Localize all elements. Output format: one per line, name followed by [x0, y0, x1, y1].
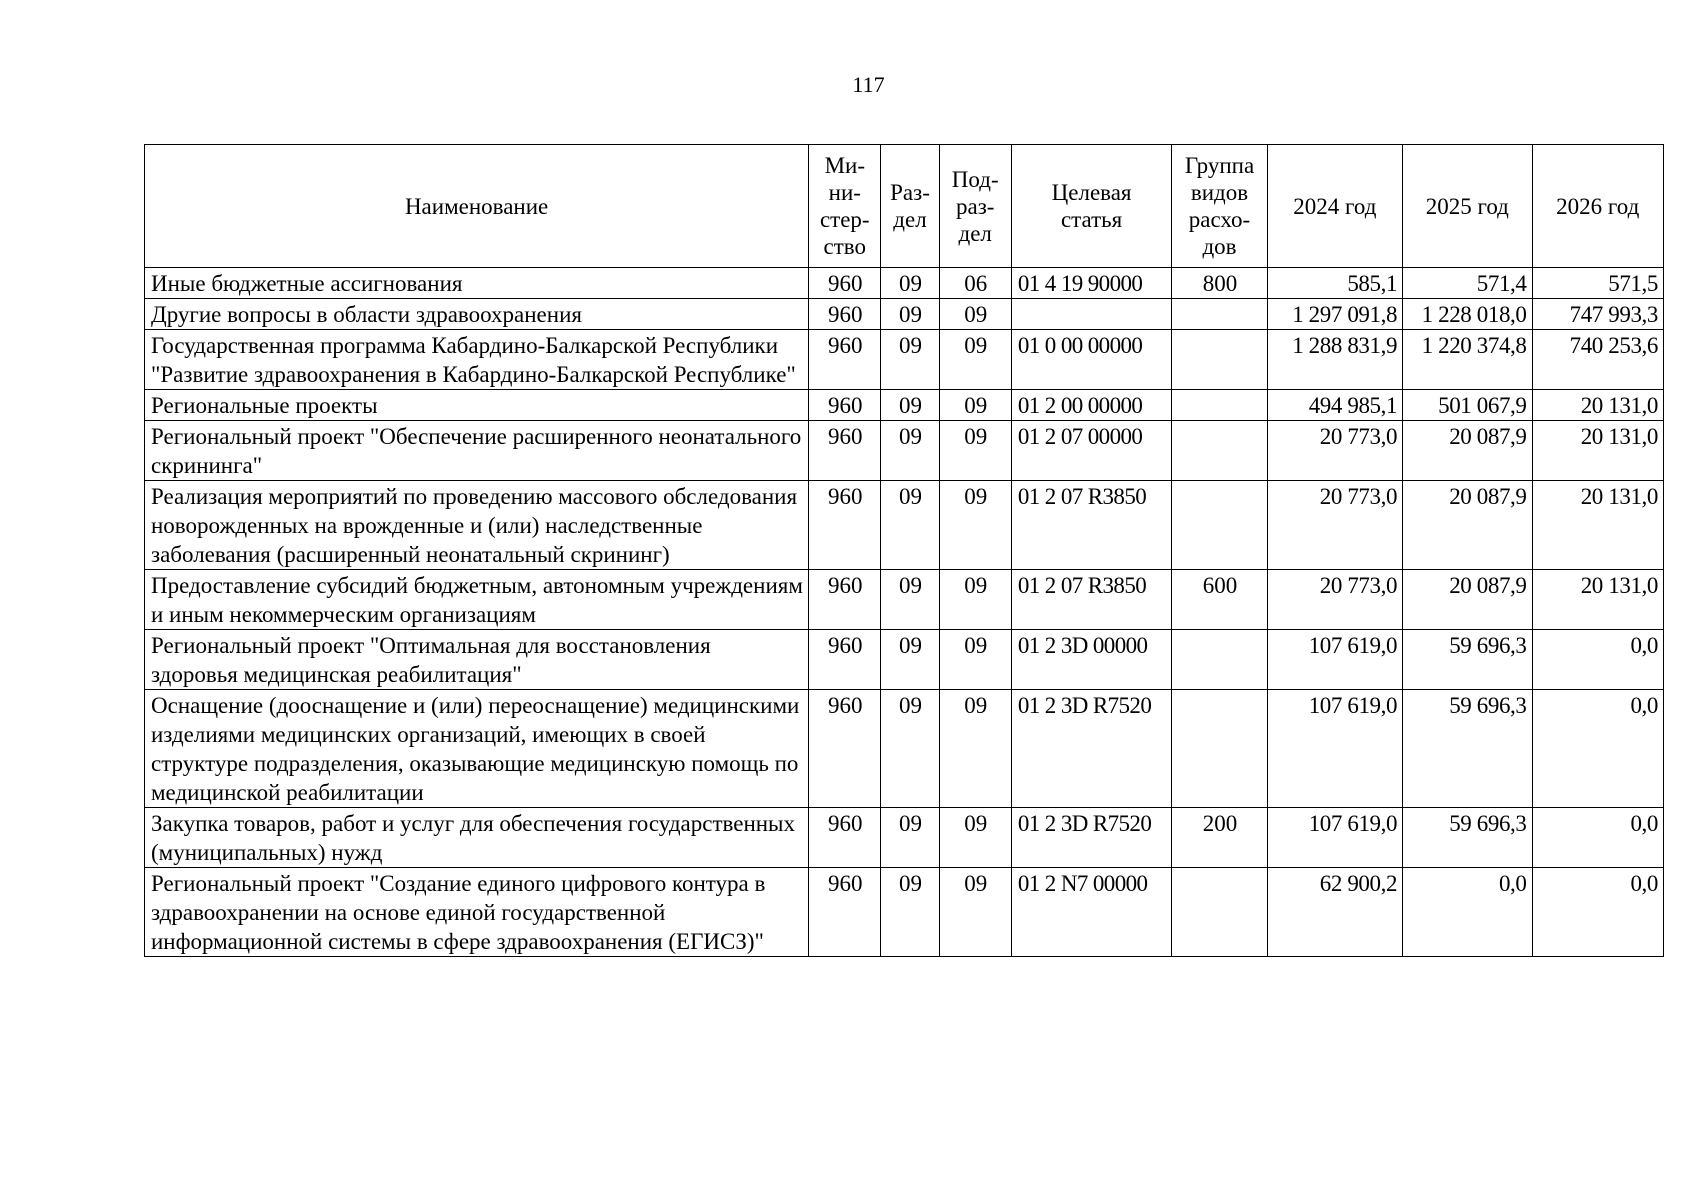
cell-group: 800 [1172, 268, 1267, 299]
cell-target: 01 2 07 R3850 [1011, 481, 1172, 570]
cell-section: 09 [881, 330, 939, 390]
cell-2024: 107 619,0 [1267, 808, 1402, 868]
cell-ministry: 960 [809, 330, 881, 390]
cell-name: Реализация мероприятий по проведению массового обследования новорожденных на врожденные и (или) наследственные заболевания (расширенный неонатальный скрининг) [145, 481, 809, 570]
cell-subsection: 09 [939, 570, 1011, 630]
cell-2024: 1 297 091,8 [1267, 299, 1402, 330]
cell-ministry: 960 [809, 299, 881, 330]
cell-ministry: 960 [809, 570, 881, 630]
cell-section: 09 [881, 390, 939, 421]
header-name: Наименование [145, 145, 809, 268]
cell-section: 09 [881, 808, 939, 868]
cell-group: 600 [1172, 570, 1267, 630]
cell-2026: 20 131,0 [1532, 390, 1663, 421]
header-2026: 2026 год [1532, 145, 1663, 268]
cell-2025: 571,4 [1403, 268, 1532, 299]
header-ministry: Ми- ни- стер- ство [809, 145, 881, 268]
cell-ministry: 960 [809, 630, 881, 690]
cell-2024: 107 619,0 [1267, 630, 1402, 690]
cell-section: 09 [881, 481, 939, 570]
cell-2024: 62 900,2 [1267, 868, 1402, 957]
cell-ministry: 960 [809, 390, 881, 421]
cell-2026: 740 253,6 [1532, 330, 1663, 390]
cell-2026: 20 131,0 [1532, 421, 1663, 481]
table-row [145, 690, 1664, 808]
table-row [145, 570, 1664, 630]
cell-2024: 494 985,1 [1267, 390, 1402, 421]
cell-name: Иные бюджетные ассигнования [145, 268, 809, 299]
table-row [145, 421, 1664, 481]
cell-2026: 0,0 [1532, 630, 1663, 690]
table-row [145, 390, 1664, 421]
cell-name: Региональный проект "Обеспечение расширенного неонатального скрининга" [145, 421, 809, 481]
cell-target: 01 2 3D R7520 [1011, 690, 1172, 808]
cell-subsection: 09 [939, 630, 1011, 690]
cell-subsection: 09 [939, 808, 1011, 868]
cell-ministry: 960 [809, 268, 881, 299]
cell-group [1172, 390, 1267, 421]
cell-subsection: 09 [939, 481, 1011, 570]
cell-section: 09 [881, 268, 939, 299]
cell-section: 09 [881, 868, 939, 957]
cell-2024: 107 619,0 [1267, 690, 1402, 808]
header-row [145, 145, 1664, 268]
budget-table [144, 144, 1664, 957]
cell-target: 01 2 07 R3850 [1011, 570, 1172, 630]
cell-2026: 20 131,0 [1532, 570, 1663, 630]
cell-section: 09 [881, 630, 939, 690]
cell-name: Региональный проект "Создание единого цифрового контура в здравоохранении на основе единой государственной информационной системы в сфере здравоохранения (ЕГИСЗ)" [145, 868, 809, 957]
cell-group [1172, 299, 1267, 330]
cell-subsection: 09 [939, 690, 1011, 808]
cell-name: Региональные проекты [145, 390, 809, 421]
cell-ministry: 960 [809, 868, 881, 957]
cell-2025: 1 228 018,0 [1403, 299, 1532, 330]
cell-subsection: 09 [939, 868, 1011, 957]
cell-2025: 59 696,3 [1403, 630, 1532, 690]
cell-2025: 20 087,9 [1403, 481, 1532, 570]
cell-name: Закупка товаров, работ и услуг для обеспечения государственных (муниципальных) нужд [145, 808, 809, 868]
cell-2025: 1 220 374,8 [1403, 330, 1532, 390]
cell-2024: 20 773,0 [1267, 570, 1402, 630]
cell-2024: 20 773,0 [1267, 481, 1402, 570]
cell-subsection: 09 [939, 390, 1011, 421]
cell-2025: 20 087,9 [1403, 570, 1532, 630]
table-row [145, 868, 1664, 957]
cell-2026: 0,0 [1532, 868, 1663, 957]
page-number: 117 [852, 72, 885, 97]
cell-ministry: 960 [809, 481, 881, 570]
cell-section: 09 [881, 421, 939, 481]
cell-2026: 20 131,0 [1532, 481, 1663, 570]
cell-2026: 0,0 [1532, 808, 1663, 868]
cell-group [1172, 481, 1267, 570]
cell-section: 09 [881, 570, 939, 630]
cell-2026: 0,0 [1532, 690, 1663, 808]
cell-section: 09 [881, 690, 939, 808]
cell-ministry: 960 [809, 690, 881, 808]
cell-target: 01 0 00 00000 [1011, 330, 1172, 390]
cell-target: 01 4 19 90000 [1011, 268, 1172, 299]
table-body [145, 268, 1664, 957]
cell-group [1172, 868, 1267, 957]
cell-target: 01 2 07 00000 [1011, 421, 1172, 481]
cell-2025: 501 067,9 [1403, 390, 1532, 421]
cell-2025: 0,0 [1403, 868, 1532, 957]
cell-2025: 59 696,3 [1403, 690, 1532, 808]
cell-name: Предоставление субсидий бюджетным, автономным учреждениям и иным некоммерческим организациям [145, 570, 809, 630]
cell-section: 09 [881, 299, 939, 330]
cell-target: 01 2 3D 00000 [1011, 630, 1172, 690]
table-row [145, 808, 1664, 868]
cell-2025: 59 696,3 [1403, 808, 1532, 868]
header-target: Целевая статья [1011, 145, 1172, 268]
cell-2026: 747 993,3 [1532, 299, 1663, 330]
cell-target: 01 2 N7 00000 [1011, 868, 1172, 957]
table-row [145, 299, 1664, 330]
cell-ministry: 960 [809, 421, 881, 481]
cell-subsection: 06 [939, 268, 1011, 299]
cell-ministry: 960 [809, 808, 881, 868]
header-section: Раз- дел [881, 145, 939, 268]
cell-name: Региональный проект "Оптимальная для восстановления здоровья медицинская реабилитация" [145, 630, 809, 690]
cell-2026: 571,5 [1532, 268, 1663, 299]
header-subsection: Под- раз- дел [939, 145, 1011, 268]
table-row [145, 330, 1664, 390]
cell-2024: 20 773,0 [1267, 421, 1402, 481]
cell-name: Государственная программа Кабардино-Балкарской Республики "Развитие здравоохранения в Кабардино-Балкарской Республике" [145, 330, 809, 390]
cell-2025: 20 087,9 [1403, 421, 1532, 481]
cell-group: 200 [1172, 808, 1267, 868]
cell-group [1172, 421, 1267, 481]
cell-group [1172, 690, 1267, 808]
table-row [145, 630, 1664, 690]
cell-group [1172, 330, 1267, 390]
cell-group [1172, 630, 1267, 690]
table-row [145, 268, 1664, 299]
cell-subsection: 09 [939, 421, 1011, 481]
cell-subsection: 09 [939, 330, 1011, 390]
cell-name: Другие вопросы в области здравоохранения [145, 299, 809, 330]
header-2025: 2025 год [1403, 145, 1532, 268]
cell-subsection: 09 [939, 299, 1011, 330]
cell-2024: 585,1 [1267, 268, 1402, 299]
cell-target: 01 2 00 00000 [1011, 390, 1172, 421]
header-group: Группа видов расхо- дов [1172, 145, 1267, 268]
cell-name: Оснащение (дооснащение и (или) переоснащение) медицинскими изделиями медицинских организаций, имеющих в своей структуре подразделения, оказывающие медицинскую помощь по медицинской реабилитации [145, 690, 809, 808]
cell-target [1011, 299, 1172, 330]
header-2024: 2024 год [1267, 145, 1402, 268]
table-row [145, 481, 1664, 570]
cell-2024: 1 288 831,9 [1267, 330, 1402, 390]
cell-target: 01 2 3D R7520 [1011, 808, 1172, 868]
